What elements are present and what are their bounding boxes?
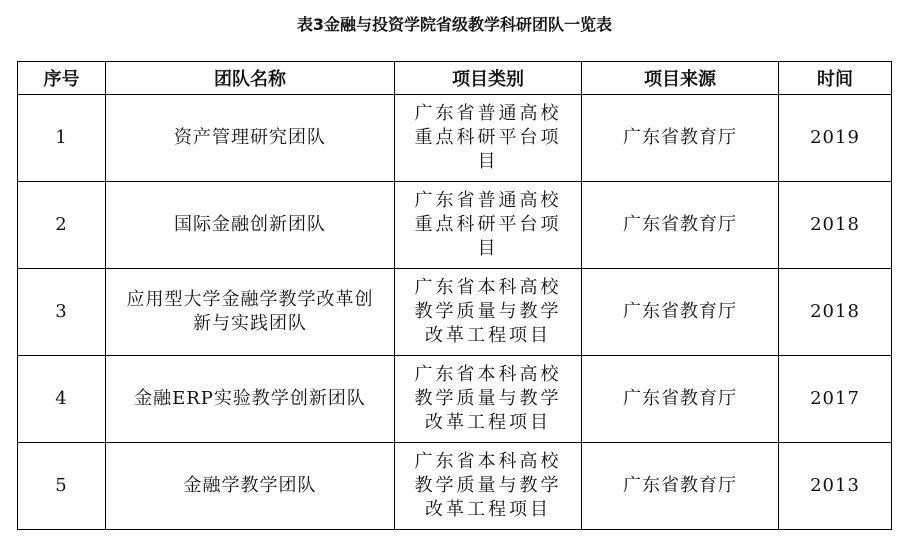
header-source: 项目来源 — [582, 62, 779, 95]
cell-time: 2019 — [779, 95, 892, 182]
cell-name — [106, 356, 395, 443]
category-text: 广东省普通高校重点科研平台项目 — [414, 190, 562, 259]
team-name: 资产管理研究团队 — [174, 127, 326, 148]
category-text: 广东省本科高校教学质量与教学改革工程项目 — [414, 277, 562, 346]
cell-category — [395, 95, 582, 182]
cell-category — [395, 182, 582, 269]
table-row — [18, 443, 892, 530]
cell-no: 2 — [18, 182, 106, 269]
table-row — [18, 269, 892, 356]
cell-time: 2013 — [779, 443, 892, 530]
cell-name — [106, 182, 395, 269]
cell-time: 2017 — [779, 356, 892, 443]
team-table — [17, 61, 892, 530]
header-no: 序号 — [18, 62, 106, 95]
header-time: 时间 — [779, 62, 892, 95]
category-text: 广东省本科高校教学质量与教学改革工程项目 — [414, 364, 562, 433]
cell-source: 广东省教育厅 — [582, 95, 779, 182]
table-title: 表3金融与投资学院省级教学科研团队一览表 — [296, 15, 613, 34]
cell-no: 1 — [18, 95, 106, 182]
cell-name — [106, 95, 395, 182]
team-name: 金融学教学团队 — [183, 475, 317, 496]
cell-category — [395, 356, 582, 443]
table-row — [18, 356, 892, 443]
table-row — [18, 95, 892, 182]
cell-time: 2018 — [779, 269, 892, 356]
cell-no: 3 — [18, 269, 106, 356]
cell-no: 5 — [18, 443, 106, 530]
cell-name — [106, 269, 395, 356]
cell-category — [395, 269, 582, 356]
team-name: 金融ERP实验教学创新团队 — [134, 388, 366, 409]
cell-no: 4 — [18, 356, 106, 443]
cell-source: 广东省教育厅 — [582, 182, 779, 269]
header-category: 项目类别 — [395, 62, 582, 95]
category-text: 广东省普通高校重点科研平台项目 — [414, 103, 562, 172]
cell-time: 2018 — [779, 182, 892, 269]
header-name: 团队名称 — [106, 62, 395, 95]
team-name: 国际金融创新团队 — [174, 214, 326, 235]
team-name: 应用型大学金融学教学改革创新与实践团队 — [126, 289, 374, 334]
cell-category — [395, 443, 582, 530]
category-text: 广东省本科高校教学质量与教学改革工程项目 — [414, 451, 562, 520]
cell-source: 广东省教育厅 — [582, 443, 779, 530]
cell-source: 广东省教育厅 — [582, 356, 779, 443]
cell-name — [106, 443, 395, 530]
header-row — [18, 62, 892, 95]
cell-source: 广东省教育厅 — [582, 269, 779, 356]
table-row — [18, 182, 892, 269]
